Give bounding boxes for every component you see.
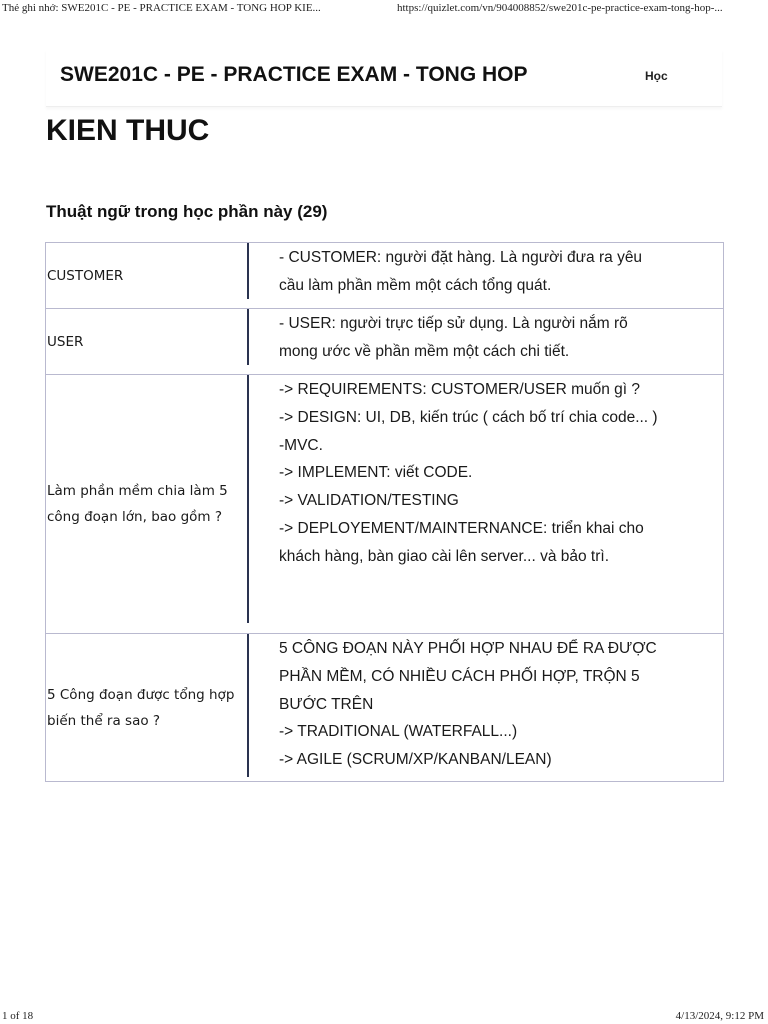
terms-section-heading: Thuật ngữ trong học phần này (29) xyxy=(46,202,328,221)
set-header-bar xyxy=(46,50,722,107)
term-row xyxy=(46,375,723,634)
print-page-title: Thẻ ghi nhớ: SWE201C - PE - PRACTICE EXAM - TONG HOP KIE... xyxy=(2,2,321,14)
set-title: SWE201C - PE - PRACTICE EXAM - TONG HOP xyxy=(60,63,528,86)
print-page-count: 1 of 18 xyxy=(2,1010,34,1022)
term-row xyxy=(46,243,723,309)
definition-line: - USER: người trực tiếp sử dụng. Là người nắm rõ mong ước về phần mềm một cách chi tiết. xyxy=(279,315,628,360)
definition-line: -> DESIGN: UI, DB, kiến trúc ( cách bố trí chia code... ) -MVC. xyxy=(279,408,658,454)
definition-line: -> VALIDATION/TESTING xyxy=(279,492,459,510)
definition-text xyxy=(249,309,723,374)
definition-line: 5 CÔNG ĐOẠN NÀY PHỐI HỢP NHAU ĐỂ RA ĐƯỢC PHẦN MỀM, CÓ NHIỀU CÁCH PHỐI HỢP, TRỘN 5 BƯỚC TRÊN xyxy=(279,640,657,713)
definition-line: -> TRADITIONAL (WATERFALL...) xyxy=(279,723,518,741)
term-row xyxy=(46,309,723,375)
definition-line: -> DEPLOYEMENT/MAINTERNANCE: triển khai cho khách hàng, bàn giao cài lên server... và bảo trì. xyxy=(279,519,644,565)
terms-table xyxy=(45,242,724,782)
definition-line: -> REQUIREMENTS: CUSTOMER/USER muốn gì ? xyxy=(279,381,641,398)
definition-text xyxy=(249,634,723,781)
definition-line: - CUSTOMER: người đặt hàng. Là người đưa ra yêu cầu làm phần mềm một cách tổng quát. xyxy=(279,249,643,294)
page-heading: KIEN THUC xyxy=(46,114,210,147)
term-text: Làm phần mềm chia làm 5 công đoạn lớn, bao gồm ? xyxy=(47,483,228,525)
print-footer xyxy=(0,1010,768,1024)
print-header xyxy=(0,0,768,20)
definition-text xyxy=(249,243,723,308)
print-datetime: 4/13/2024, 9:12 PM xyxy=(675,1010,764,1022)
print-url: https://quizlet.com/vn/904008852/swe201c-pe-practice-exam-tong-hop-... xyxy=(397,2,723,14)
term-text: USER xyxy=(47,333,84,350)
study-link[interactable]: Học xyxy=(645,69,668,83)
definition-text xyxy=(249,375,723,633)
term-row xyxy=(46,634,723,782)
definition-line: -> AGILE (SCRUM/XP/KANBAN/LEAN) xyxy=(279,751,552,769)
term-text: CUSTOMER xyxy=(47,267,124,284)
term-text: 5 Công đoạn được tổng hợp biến thể ra sao ? xyxy=(47,686,235,729)
definition-line: -> IMPLEMENT: viết CODE. xyxy=(279,464,473,482)
